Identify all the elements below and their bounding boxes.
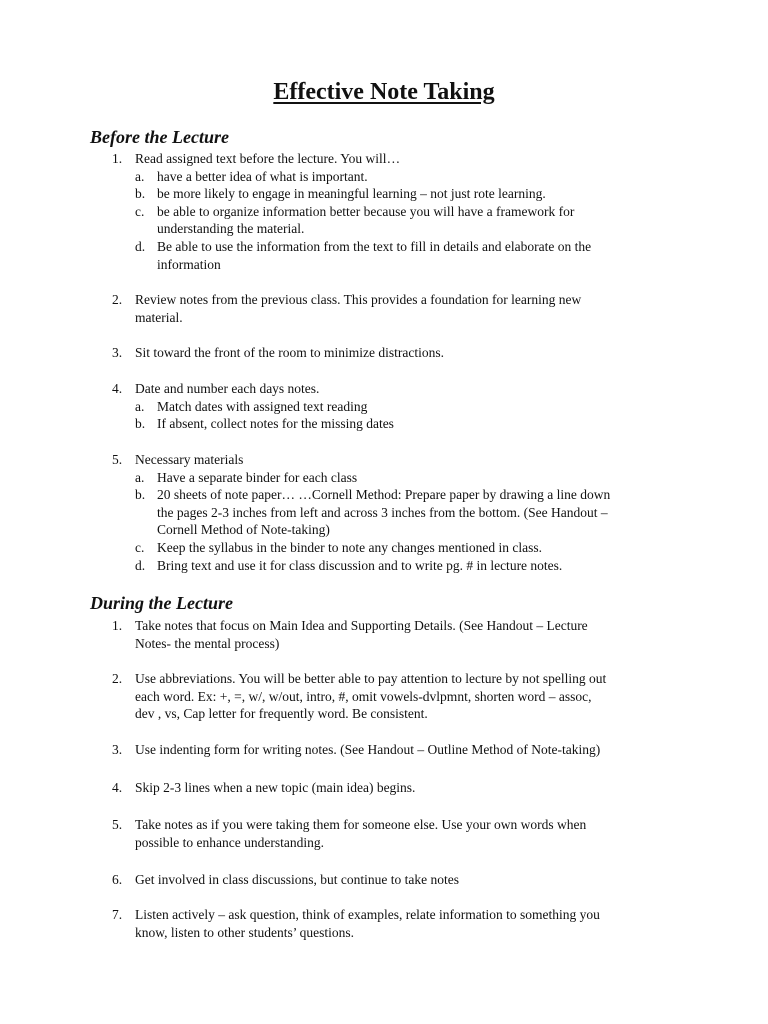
sub-item-letter: c. [135,203,145,219]
list-item-text: know, listen to other students’ questions. [135,924,354,940]
section-heading: During the Lecture [90,593,234,613]
list-item-text: Get involved in class discussions, but continue to take notes [135,872,459,887]
sub-item-letter: d. [135,557,146,573]
list-item-number: 1. [112,151,123,166]
sub-item-text: Be able to use the information from the text to fill in details and elaborate on the [157,239,592,254]
list-item-text: Use indenting form for writing notes. (See Handout – Outline Method of Note-taking) [135,742,601,757]
list-item-text: Notes- the mental process) [135,635,280,651]
list-item-text: Date and number each days notes. [135,381,320,396]
list-item-text: possible to enhance understanding. [135,834,324,850]
page-title: Effective Note Taking [273,79,495,105]
list-item-text: dev , vs, Cap letter for frequently word. Be consistent. [135,706,428,722]
list-item-text: each word. Ex: +, =, w/, w/out, intro, #, omit vowels-dvlpmnt, shorten word – assoc, [135,688,592,704]
list-item-number: 4. [112,780,123,795]
list-item-number: 3. [112,742,123,757]
list-item-number: 5. [112,452,123,467]
list-item-number: 3. [112,345,123,360]
sub-item-letter: a. [135,398,145,414]
sub-item-letter: b. [135,186,146,202]
sub-item-text: information [157,256,221,272]
list-item-text: Review notes from the previous class. This provides a foundation for learning new [135,292,582,307]
sub-item-text: be able to organize information better because you will have a framework for [157,203,575,219]
sub-item-text: have a better idea of what is important. [157,168,368,184]
sub-item-text: the pages 2-3 inches from left and across 3 inches from the bottom. (See Handout – [157,504,608,520]
list-item-text: Read assigned text before the lecture. You will… [135,151,401,166]
list-item-number: 6. [112,872,123,887]
sub-item-letter: a. [135,168,145,184]
list-item-number: 2. [112,671,123,686]
sub-item-text: be more likely to engage in meaningful learning – not just rote learning. [157,186,546,202]
sub-item-text: If absent, collect notes for the missing dates [157,416,394,432]
sub-item-text: Match dates with assigned text reading [157,398,368,414]
list-item-text: Take notes that focus on Main Idea and Supporting Details. (See Handout – Lecture [135,618,588,633]
list-item-number: 7. [112,907,123,922]
sub-item-text: understanding the material. [157,221,305,237]
sub-item-text: 20 sheets of note paper… …Cornell Method: Prepare paper by drawing a line down [157,487,611,503]
sub-item-text: Have a separate binder for each class [157,469,358,485]
section-heading: Before the Lecture [90,127,229,147]
sub-item-text: Cornell Method of Note-taking) [157,522,330,538]
sub-item-letter: c. [135,540,145,555]
sub-item-letter: d. [135,239,146,254]
list-item-text: Use abbreviations. You will be better able to pay attention to lecture by not spelling out [135,671,607,686]
list-item-text: Necessary materials [135,452,244,467]
sub-item-letter: a. [135,469,145,485]
list-item-number: 5. [112,817,123,832]
sub-item-letter: b. [135,487,146,503]
list-item-text: Skip 2-3 lines when a new topic (main idea) begins. [135,780,416,795]
sub-item-text: Keep the syllabus in the binder to note any changes mentioned in class. [157,540,543,555]
sub-item-text: Bring text and use it for class discussion and to write pg. # in lecture notes. [157,557,563,573]
list-item-number: 4. [112,381,123,396]
list-item-text: Listen actively – ask question, think of examples, relate information to something you [135,907,600,922]
list-item-number: 1. [112,618,123,633]
list-item-text: Sit toward the front of the room to minimize distractions. [135,345,444,360]
sub-item-letter: b. [135,416,146,432]
list-item-text: Take notes as if you were taking them for someone else. Use your own words when [135,817,587,832]
list-item-number: 2. [112,292,123,307]
list-item-text: material. [135,309,183,325]
